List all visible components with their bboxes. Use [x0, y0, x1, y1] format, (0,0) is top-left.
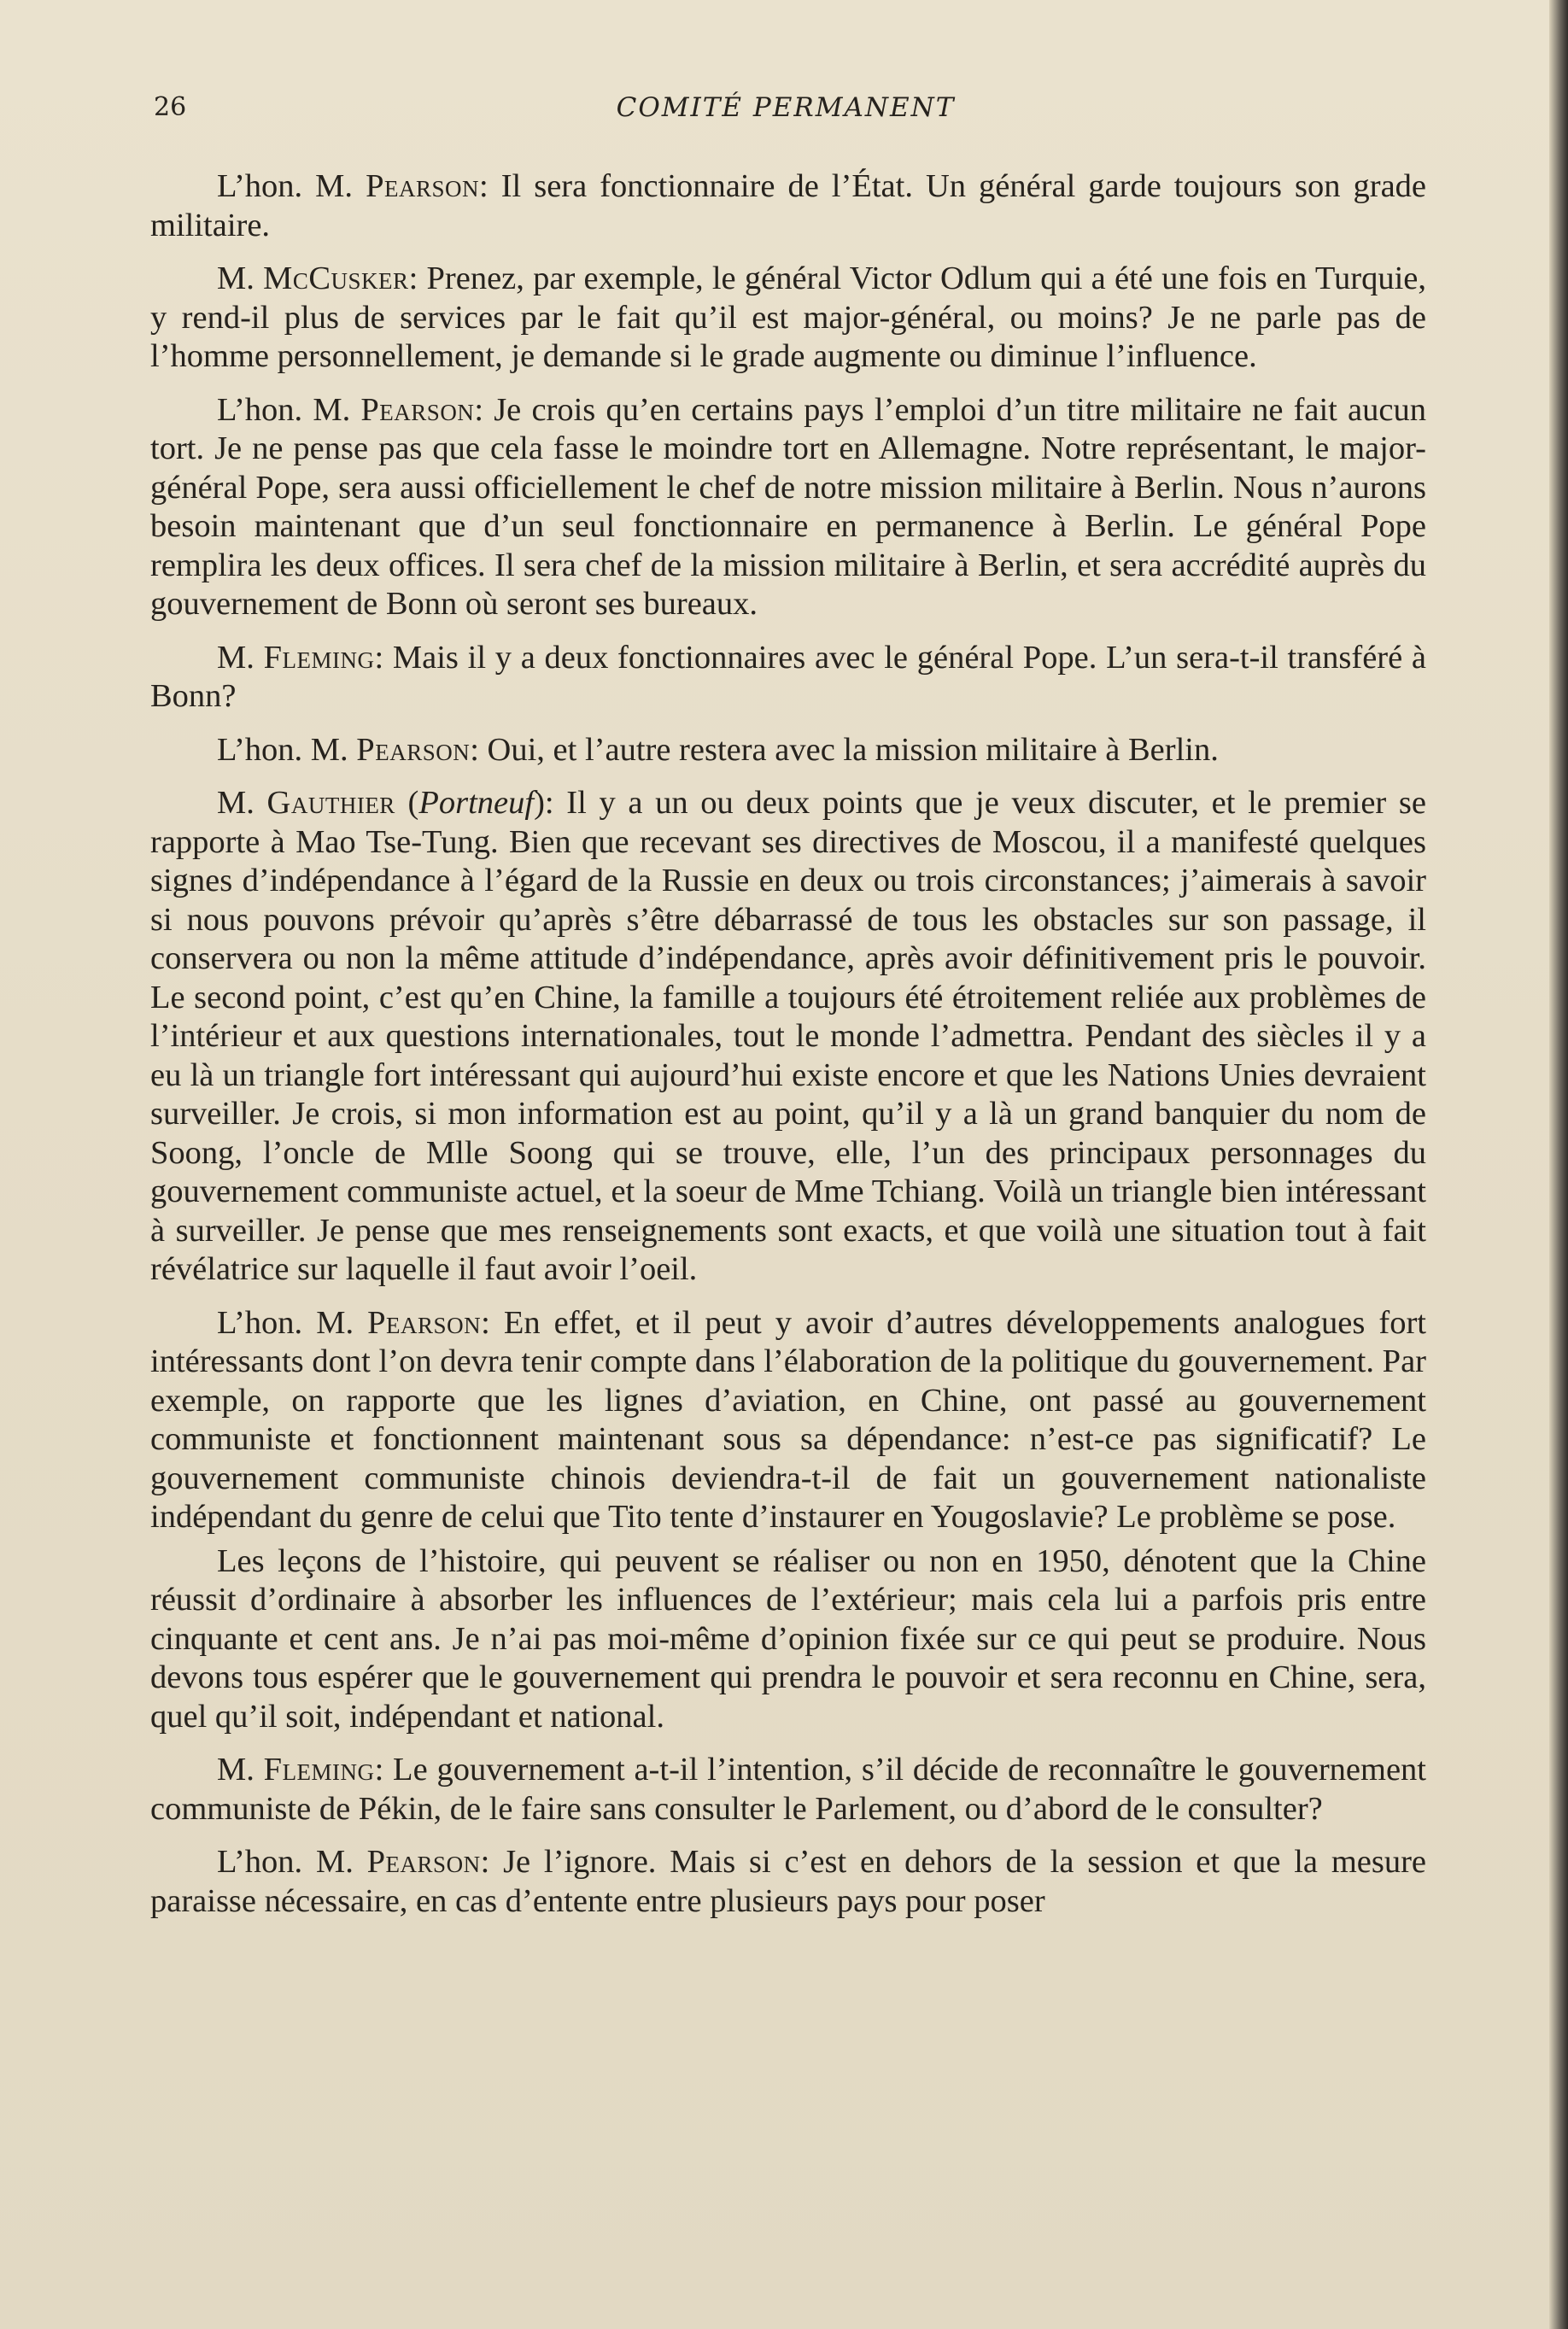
paragraph	[150, 1751, 1426, 1829]
page-binding-edge	[1549, 0, 1568, 2329]
speaker-riding: Portneuf	[418, 785, 535, 821]
body-text	[150, 167, 1426, 1935]
paragraph-text: : Je l’ignore. Mais si c’est en dehors de la session et que la mesure paraisse nécessaire, en cas d’entente entre plusieurs pays pour poser	[150, 1844, 1426, 1919]
speaker-name: Pearson	[366, 1844, 481, 1880]
paragraph-text: : Il sera fonctionnaire de l’État. Un général garde toujours son grade militaire.	[150, 168, 1426, 243]
speaker-name: Pearson	[360, 391, 475, 428]
paragraph	[150, 639, 1426, 717]
paragraph	[150, 731, 1426, 770]
speaker-name: Pearson	[367, 1304, 482, 1341]
speaker-name: Pearson	[356, 731, 471, 768]
paragraph-text: : Mais il y a deux fonctionnaires avec le général Pope. L’un sera-t-il transféré à Bonn?	[150, 639, 1426, 714]
paragraph-text: : Le gouvernement a-t-il l’intention, s’il décide de reconnaître le gouvernement communiste de Pékin, de le faire sans consulter le Parlement, ou d’abord de le consulter?	[150, 1752, 1427, 1827]
paragraph-text: : Prenez, par exemple, le général Victor Odlum qui a été une fois en Turquie, y rend-il plus de services par le fait qu’il est major-général, ou moins? Je ne parle pas de l’homme personnellement, je demande si le grade augmente ou diminue l’influence.	[150, 260, 1427, 374]
riding-close: )	[534, 785, 545, 821]
paragraph	[150, 1304, 1426, 1537]
speaker-prefix: L’hon. M.	[217, 731, 357, 768]
paragraph-text: : En effet, et il peut y avoir d’autres développements analogues fort intéressants dont l’on devra tenir compte dans l’élaboration de la politique du gouvernement. Par exemple, on rapporte que les lignes d’aviation, en Chine, ont passé au gouvernement communiste et fonctionnent maintenant sous sa dépendance: n’est-ce pas significatif? Le gouvernement communiste chinois deviendra-t-il de fait un gouvernement nationaliste indépendant du genre de celui que Tito tente d’instaurer en Yougoslavie? Le problème se pose.	[150, 1304, 1426, 1535]
speaker-name: Pearson	[366, 168, 479, 204]
running-header	[154, 92, 1418, 133]
paragraph-text: : Je crois qu’en certains pays l’emploi d’un titre militaire ne fait aucun tort. Je ne pense pas que cela fasse le moindre tort en Allemagne. Notre représentant, le major-général Pope, sera aussi officiellement le chef de notre mission militaire à Berlin. Nous n’aurons besoin maintenant que d’un seul fonctionnaire en permanence à Berlin. Le général Pope remplira les deux offices. Il sera chef de la mission militaire à Berlin, et sera accrédité auprès du gouvernement de Bonn où seront ses bureaux.	[150, 391, 1426, 622]
paragraph	[150, 1542, 1426, 1737]
speaker-name: Fleming	[263, 639, 375, 676]
page-number: 26	[154, 92, 187, 122]
speaker-prefix: L’hon. M.	[217, 168, 366, 204]
speaker-prefix: M.	[217, 785, 267, 821]
speaker-prefix: M.	[217, 260, 264, 296]
paragraph: M. Gauthier (Portneuf): Il y a un ou deux points que je veux discuter, et le premier se rapporte à Mao Tse-Tung. Bien que recevant ses directives de Moscou, il a manifesté quelques signes d’indépendance à l’égard de la Russie en deux ou trois circonstances; j’aimerais à savoir si nous pouvons prévoir qu’après s’être débarrassé de tous les obstacles sur son passage, il conservera ou non la même attitude d’indépendance, après avoir définitivement pris le pouvoir. Le second point, c’est qu’en Chine, la famille a toujours été étroitement reliée aux problèmes de l’intérieur et aux questions internationales, tout le monde l’admettra. Pendant des siècles il y a eu là un triangle fort intéressant qui aujourd’hui existe encore et que les Nations Unies devraient surveiller. Je crois, si mon information est au point, qu’il y a là un grand banquier du nom de Soong, l’oncle de Mlle Soong qui se trouve, elle, l’un des principaux personnages du gouvernement communiste actuel, et la soeur de Mme Tchiang. Voilà un triangle bien intéressant à surveiller. Je pense que mes renseignements sont exacts, et que voilà une situation tout à fait révélatrice sur laquelle il faut avoir l’oeil.	[150, 785, 1426, 1287]
speaker-name: McCusker	[263, 260, 409, 296]
paragraph	[150, 1843, 1426, 1921]
paragraph	[150, 167, 1426, 245]
speaker-prefix: L’hon. M.	[217, 1304, 368, 1341]
paragraph-text: Les leçons de l’histoire, qui peuvent se réaliser ou non en 1950, dénotent que la Chine réussit d’ordinaire à absorber les influences de l’extérieur; mais cela lui a parfois pris entre cinquante et cent ans. Je n’ai pas moi-même d’opinion fixée sur ce qui peut se produire. Nous devons tous espérer que le gouvernement qui prendra le pouvoir et sera reconnu en Chine, sera, quel qu’il soit, indépendant et national.	[150, 1542, 1426, 1735]
running-title: COMITÉ PERMANENT	[616, 92, 956, 123]
speaker-prefix: L’hon. M.	[217, 1844, 367, 1880]
speaker-prefix: L’hon. M.	[217, 391, 361, 428]
speaker-prefix: M.	[217, 1752, 264, 1788]
speaker-name: Fleming	[263, 1752, 375, 1788]
paragraph	[150, 391, 1426, 624]
speaker-prefix: M.	[217, 639, 264, 676]
paragraph-text: : Oui, et l’autre restera avec la mission militaire à Berlin.	[470, 731, 1219, 768]
paragraph	[150, 260, 1426, 377]
speaker-name: Gauthier	[266, 785, 395, 821]
paragraph-text: : Il y a un ou deux points que je veux discuter, et le premier se rapporte à Mao Tse-Tung. Bien que recevant ses directives de Moscou, il a manifesté quelques signes d’indépendance à l’égard de la Russie en deux ou trois circonstances; j’aimerais à savoir si nous pouvons prévoir qu’après s’être débarrassé de tous les obstacles sur son passage, il conservera ou non la même attitude d’indépendance, après avoir définitivement pris le pouvoir. Le second point, c’est qu’en Chine, la famille a toujours été étroitement reliée aux problèmes de l’intérieur et aux questions internationales, tout le monde l’admettra. Pendant des siècles il y a eu là un triangle fort intéressant qui aujourd’hui existe encore et que les Nations Unies devraient surveiller. Je crois, si mon information est au point, qu’il y a là un grand banquier du nom de Soong, l’oncle de Mlle Soong qui se trouve, elle, l’un des principaux personnages du gouvernement communiste actuel, et la soeur de Mme Tchiang. Voilà un triangle bien intéressant à surveiller. Je pense que mes renseignements sont exacts, et que voilà une situation tout à fait révélatrice sur laquelle il faut avoir l’oeil.	[150, 785, 1426, 1287]
